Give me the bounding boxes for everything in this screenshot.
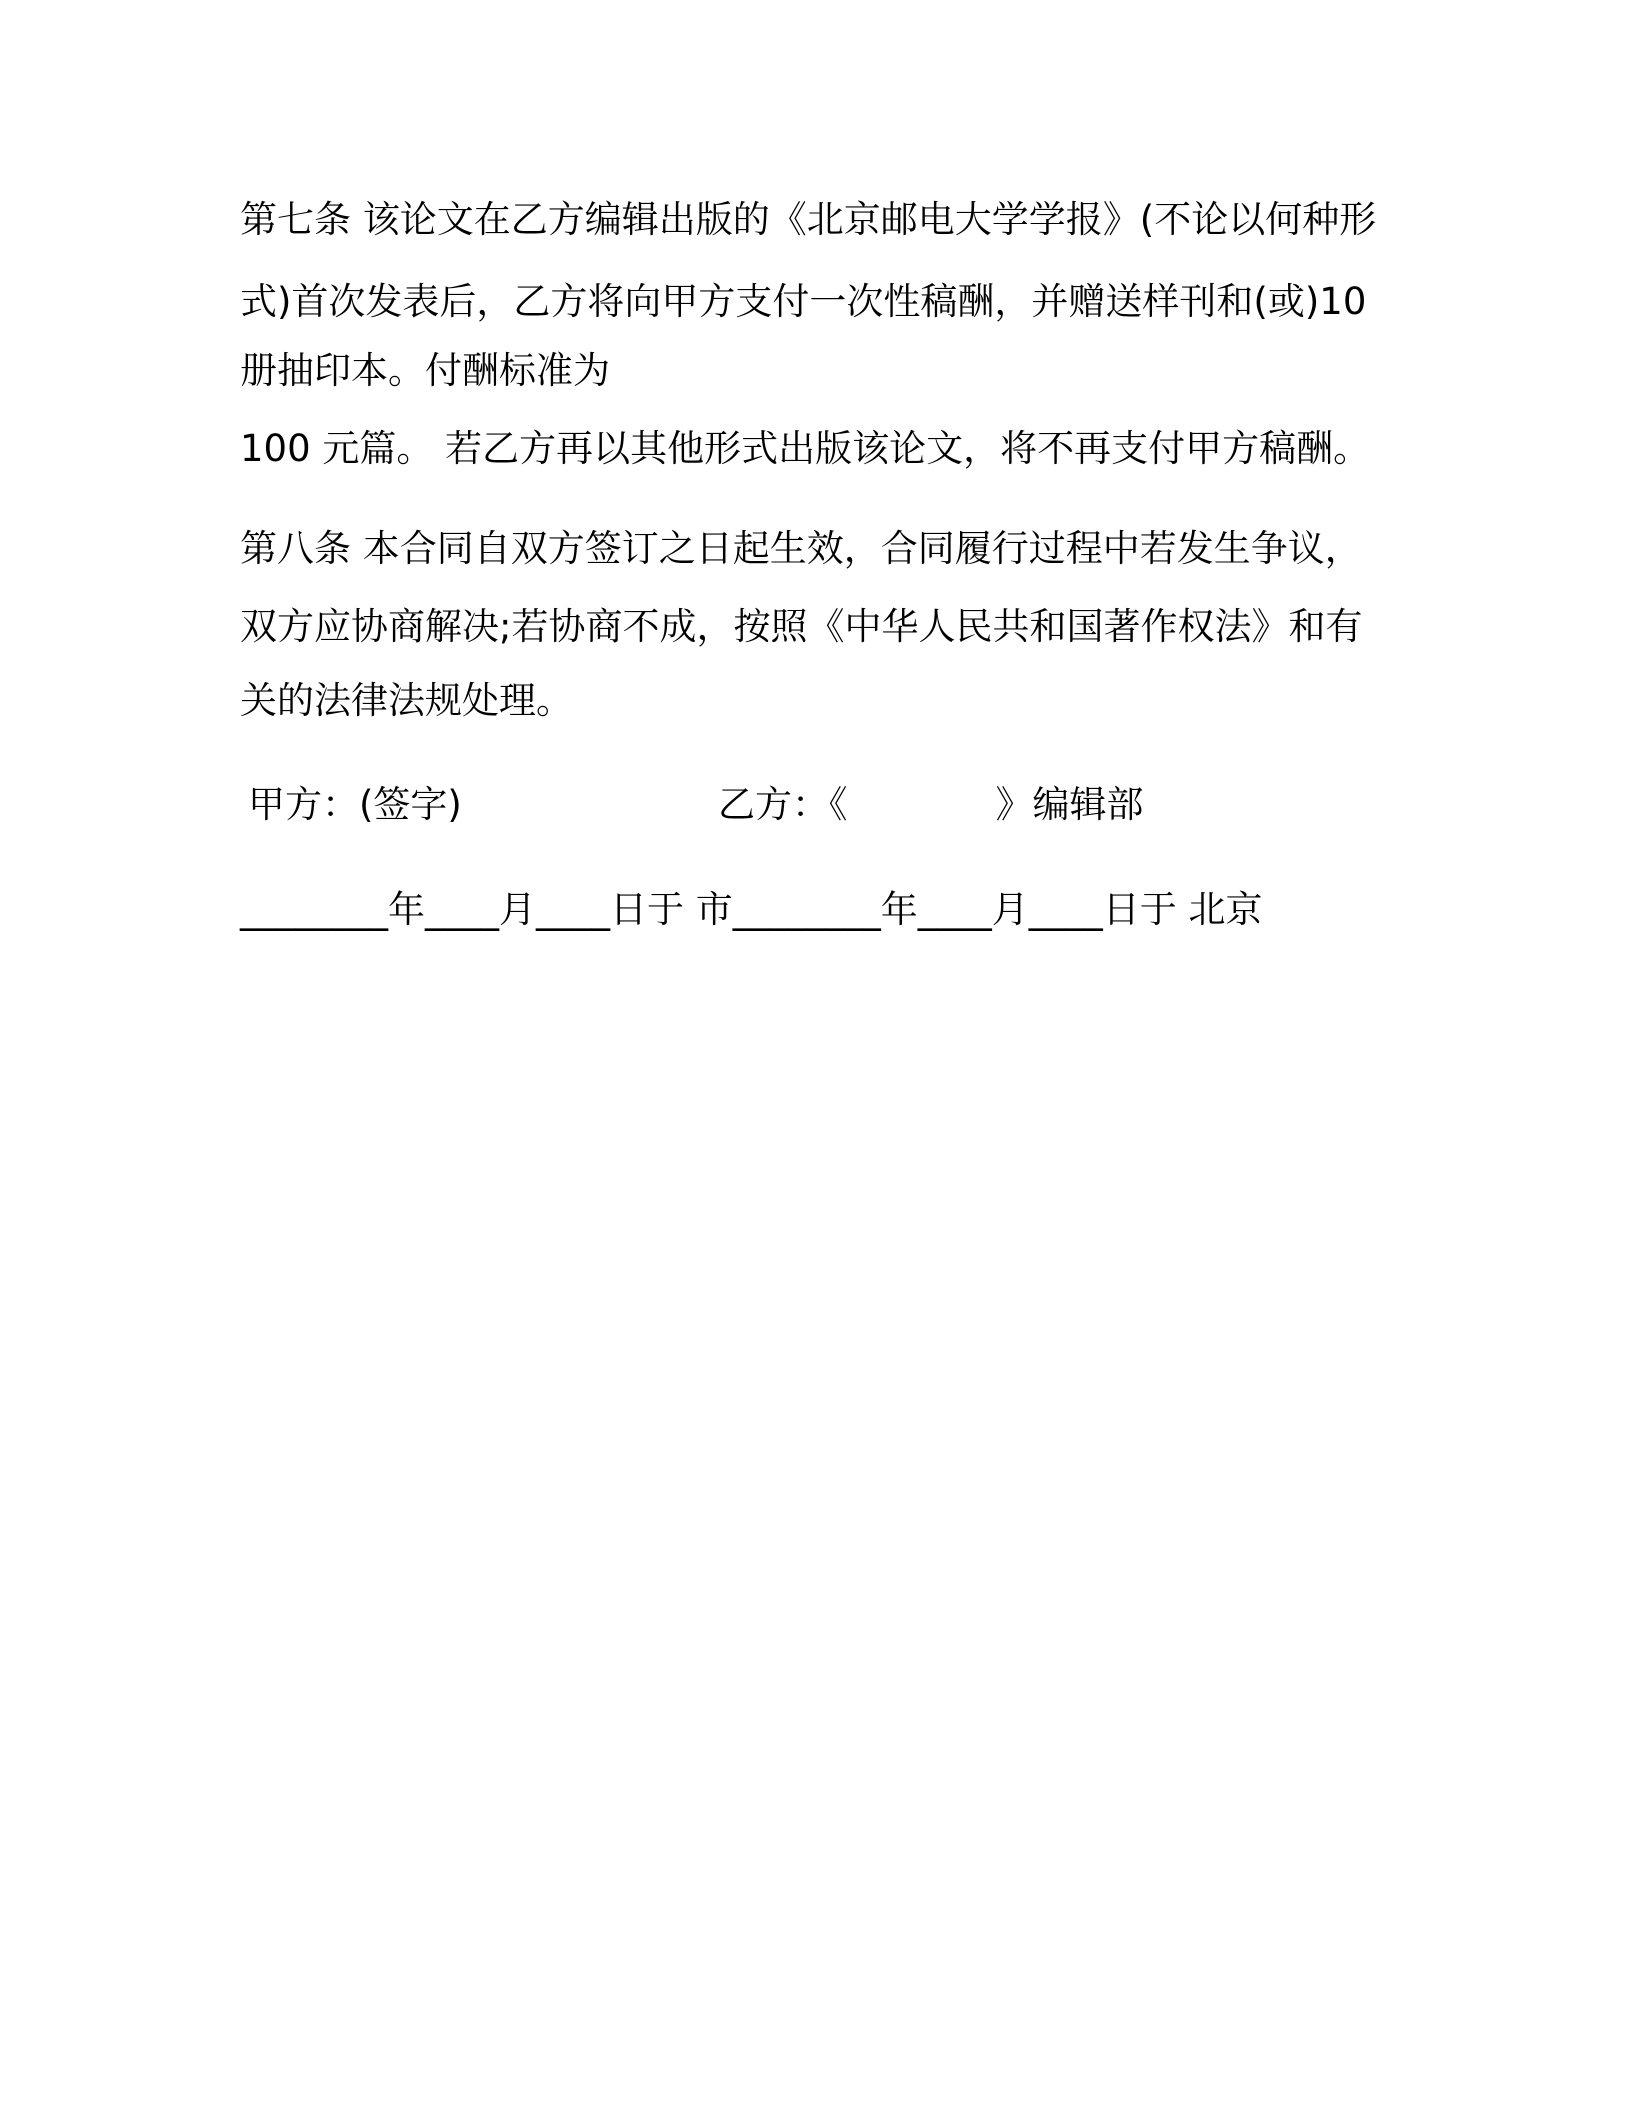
party-a-signature-label: 甲方：(签字) [248, 783, 462, 826]
article7-line3: 册抽印本。付酬标准为 [240, 349, 610, 392]
article7-line2: 式)首次发表后，乙方将向甲方支付一次性稿酬，并赠送样刊和(或)10 [240, 280, 1367, 323]
article8-line2: 双方应协商解决;若协商不成，按照《中华人民共和国著作权法》和有 [240, 605, 1363, 648]
article7-line4: 100 元篇。 若乙方再以其他形式出版该论文，将不再支付甲方稿酬。 [240, 427, 1371, 470]
signature-date-line: ________年____月____日于 市________年____月____日于 北京 [240, 888, 1263, 931]
article8-line3: 关的法律法规处理。 [240, 679, 573, 722]
party-b-signature-label: 乙方：《 》编辑部 [718, 783, 1144, 826]
article7-line1: 第七条 该论文在乙方编辑出版的《北京邮电大学学报》(不论以何种形 [240, 198, 1377, 241]
article8-line1: 第八条 本合同自双方签订之日起生效，合同履行过程中若发生争议， [240, 527, 1362, 570]
